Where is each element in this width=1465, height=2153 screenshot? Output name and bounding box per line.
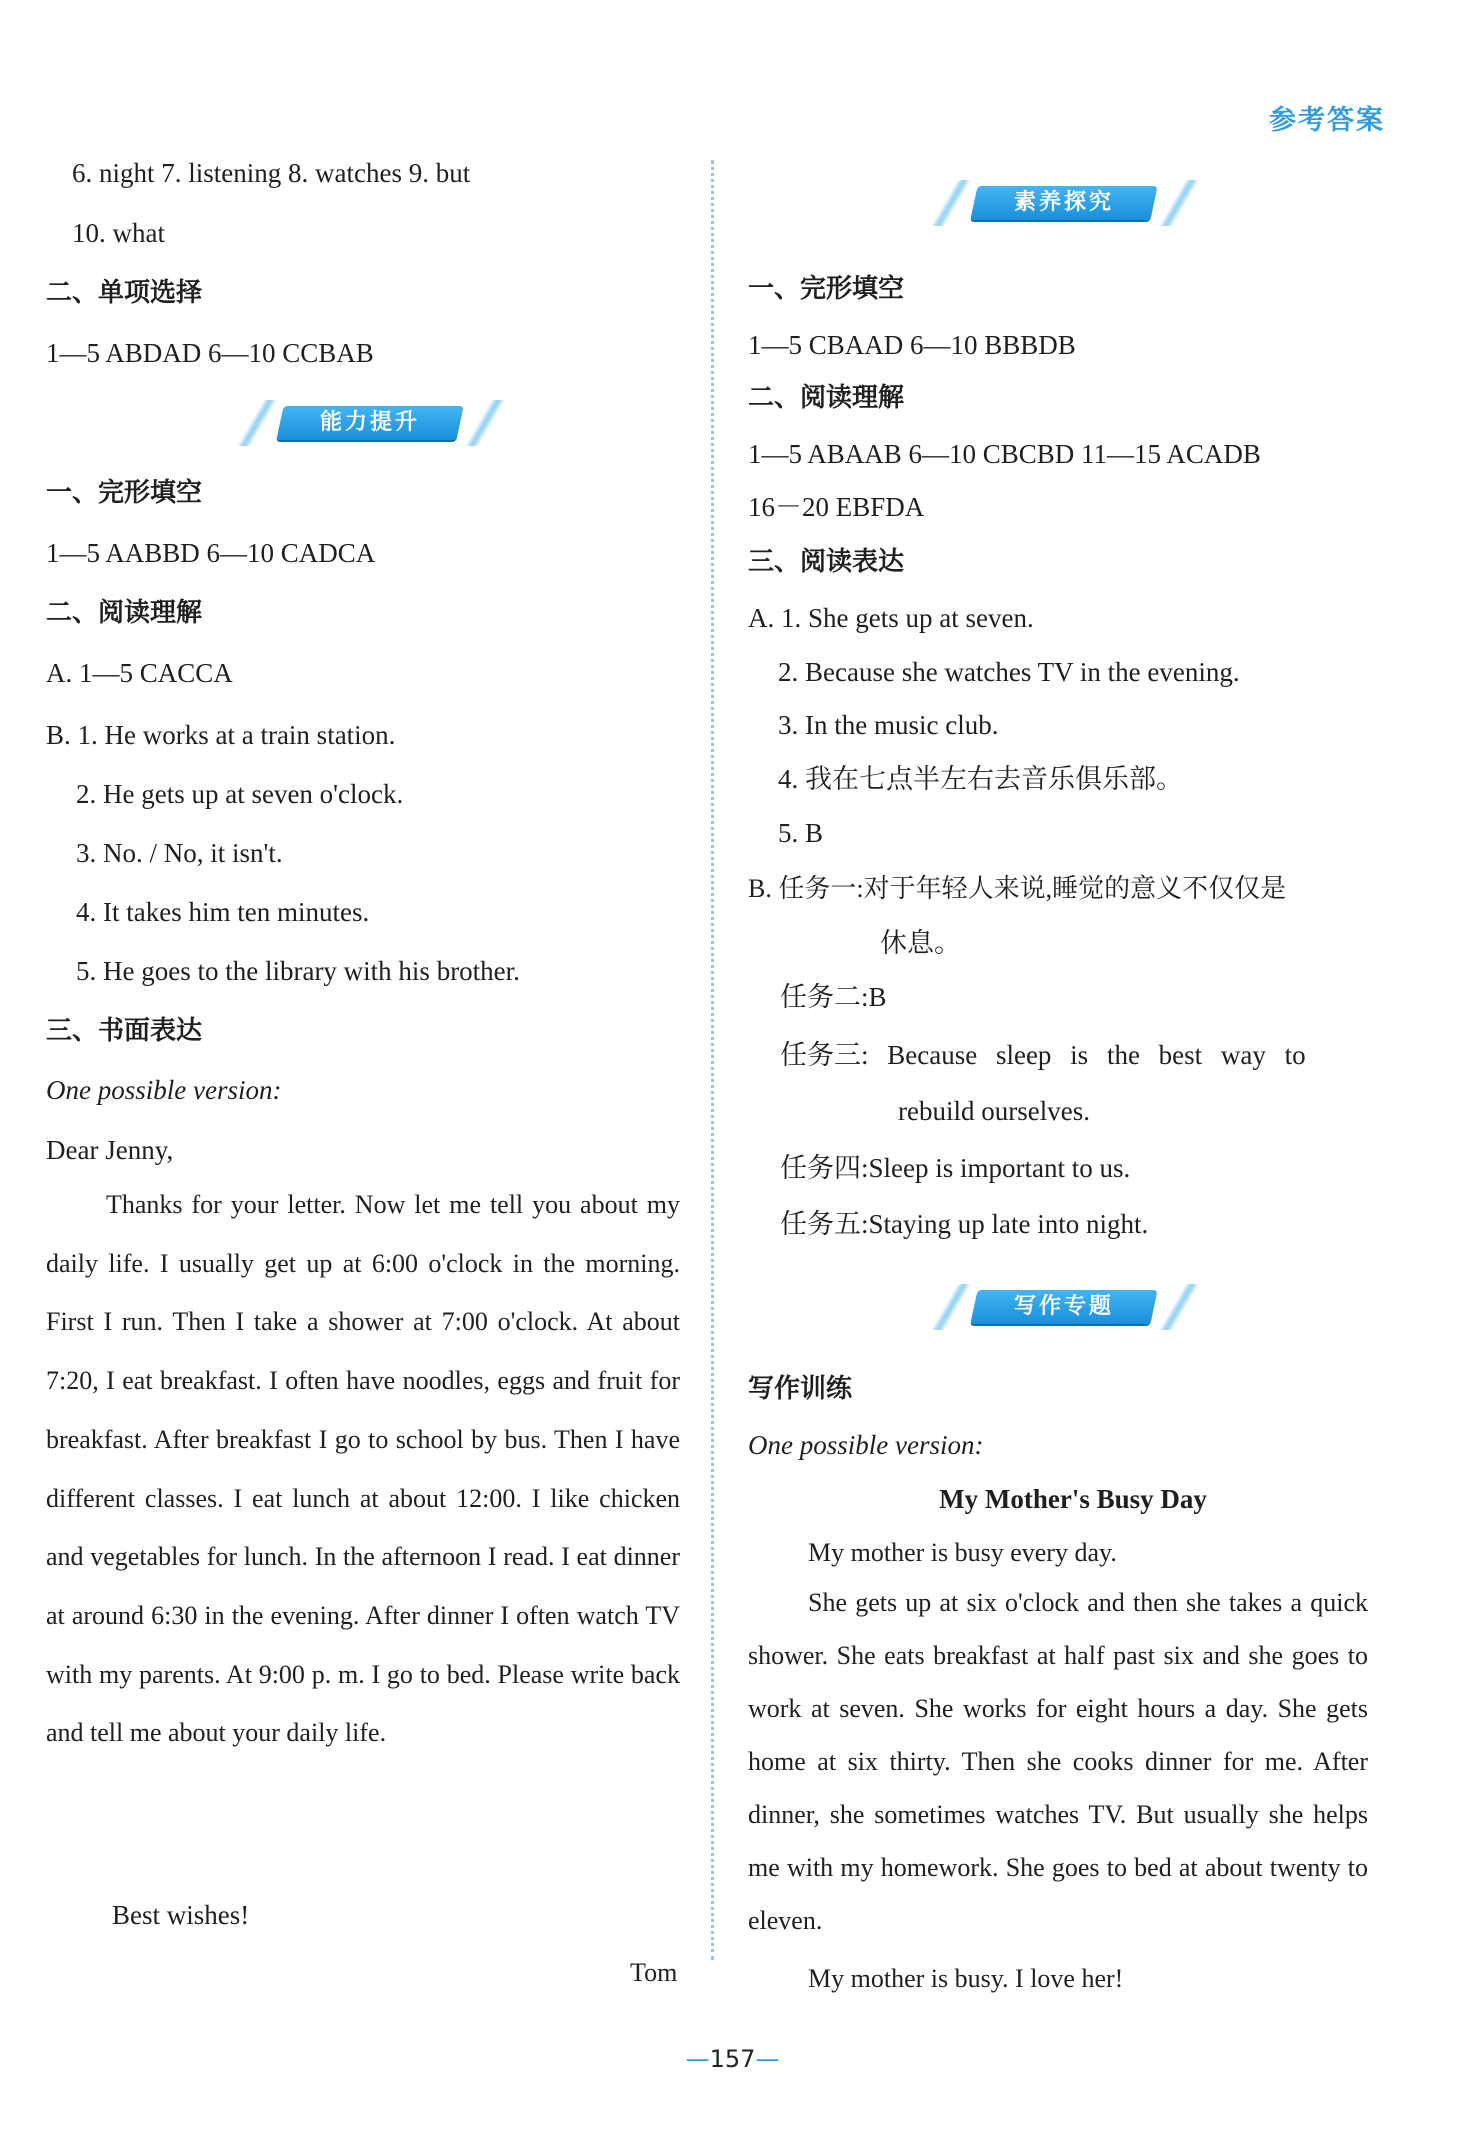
answer-key-tag: 参考答案 [1269, 105, 1385, 136]
reading-b-1: B. 1. He works at a train station. [46, 720, 396, 750]
task-2: 任务二:B [780, 982, 887, 1012]
expression-a-1: A. 1. She gets up at seven. [748, 603, 1034, 633]
task-3: 任务三: Because sleep is the best way to [780, 1040, 1306, 1070]
essay-title: My Mother's Busy Day [939, 1484, 1207, 1514]
reading-answers-1: 1—5 ABAAB 6—10 CBCBD 11—15 ACADB [748, 439, 1261, 469]
column-divider [711, 160, 714, 1960]
letter-signature: Tom [630, 1958, 678, 1987]
cloze-answers-r: 1—5 CBAAD 6—10 BBBDB [748, 330, 1076, 360]
banner-ability [242, 400, 502, 446]
page-number [0, 2045, 1465, 2073]
right-column [748, 0, 1388, 2000]
section-reading-r: 二、阅读理解 [748, 383, 905, 413]
page-number-value: 157 [709, 2045, 756, 2073]
section-cloze-r: 一、完形填空 [748, 274, 905, 304]
task-5: 任务五:Staying up late into night. [780, 1209, 1149, 1239]
section-expression: 三、阅读表达 [748, 547, 905, 577]
banner-writing [936, 1284, 1196, 1330]
reading-b-5: 5. He goes to the library with his brother. [76, 956, 520, 986]
answers-10: 10. what [72, 218, 165, 248]
banner-literacy-label: 素养探究 [1013, 190, 1114, 215]
expression-a-5: 5. B [778, 818, 824, 848]
section-writing-practice: 写作训练 [748, 1374, 853, 1404]
letter-salutation: Dear Jenny, [46, 1135, 174, 1165]
essay-paragraph-3: My mother is busy. I love her! [808, 1964, 1124, 1993]
section-cloze: 一、完形填空 [46, 478, 203, 508]
task-3-cont: rebuild ourselves. [898, 1096, 1090, 1126]
version-label-r: One possible version: [748, 1430, 984, 1460]
reading-a-answers: A. 1—5 CACCA [46, 658, 233, 688]
answers-6-9: 6. night 7. listening 8. watches 9. but [72, 158, 471, 188]
version-label: One possible version: [46, 1075, 282, 1105]
section-writing: 三、书面表达 [46, 1016, 203, 1046]
letter-closing: Best wishes! [112, 1900, 250, 1930]
banner-writing-label: 写作专题 [1013, 1294, 1114, 1319]
section-single-choice: 二、单项选择 [46, 278, 203, 308]
section-reading: 二、阅读理解 [46, 598, 203, 628]
reading-b-3: 3. No. / No, it isn't. [76, 838, 283, 868]
essay-paragraph-1: My mother is busy every day. [808, 1538, 1117, 1567]
cloze-answers: 1—5 AABBD 6—10 CADCA [46, 538, 376, 568]
reading-answers-2: 16－20 EBFDA [748, 492, 925, 522]
reading-b-2: 2. He gets up at seven o'clock. [76, 779, 404, 809]
banner-literacy [936, 180, 1196, 226]
expression-a-4: 4. 我在七点半左右去音乐俱乐部。 [778, 764, 1183, 794]
page-dash-left: — [685, 2045, 710, 2073]
task-4: 任务四:Sleep is important to us. [780, 1153, 1131, 1183]
single-choice-answers: 1—5 ABDAD 6—10 CCBAB [46, 338, 374, 368]
task-1: B. 任务一:对于年轻人来说,睡觉的意义不仅仅是 [748, 874, 1287, 903]
left-column [46, 0, 686, 2000]
page-dash-right: — [755, 2045, 780, 2073]
essay-paragraph-2: She gets up at six o'clock and then she takes a quick shower. She eats breakfast at half past six and she goes to work at seven. She works for eight hours a day. She gets home at six thirty. Then she cooks dinner for me. After dinner, she sometimes watches TV. But usually she helps me with my homework. She goes to bed at about twenty to eleven. [748, 1588, 1368, 1935]
reading-b-4: 4. It takes him ten minutes. [76, 897, 370, 927]
expression-a-2: 2. Because she watches TV in the evening. [778, 657, 1240, 687]
expression-a-3: 3. In the music club. [778, 710, 999, 740]
banner-ability-label: 能力提升 [319, 410, 420, 435]
letter-body: Thanks for your letter. Now let me tell you about my daily life. I usually get up at 6:00 o'clock in the morning. First I run. Then I take a shower at 7:00 o'clock. At about 7:20, I eat breakfast. I often have noodles, eggs and fruit for breakfast. After breakfast I go to school by bus. Then I have different classes. I eat lunch at about 12:00. I like chicken and vegetables for lunch. In the afternoon I read. I eat dinner at around 6:30 in the evening. After dinner I often watch TV with my parents. At 9:00 p. m. I go to bed. Please write back and tell me about your daily life. [46, 1190, 680, 1748]
task-1-cont: 休息。 [880, 928, 961, 958]
